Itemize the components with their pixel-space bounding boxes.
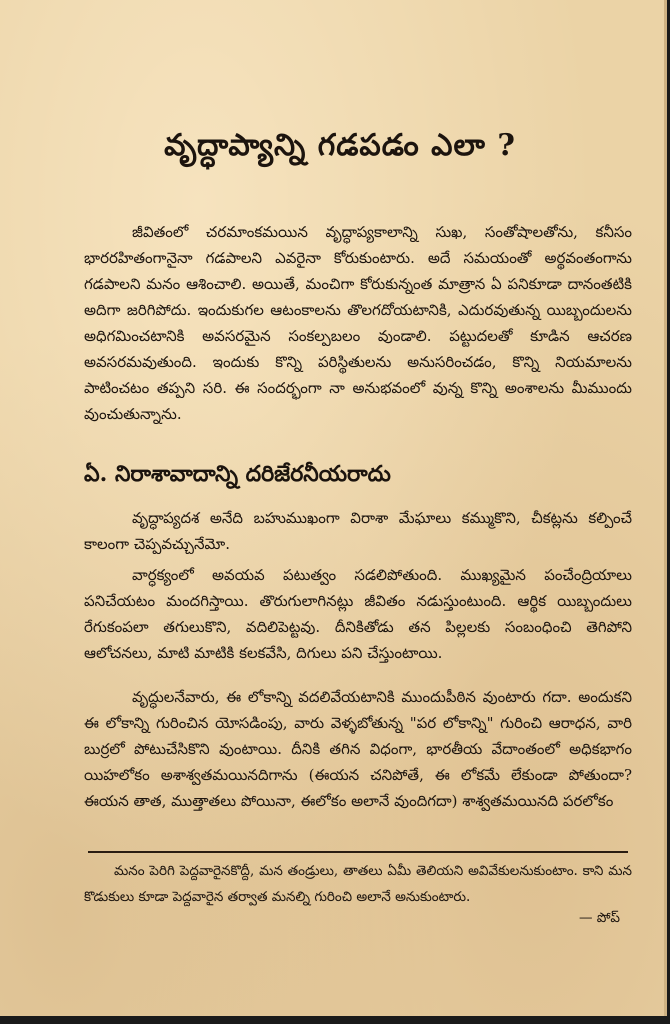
intro-paragraph: జీవితంలో చరమాంకమయిన వృద్ధాప్యకాలాన్ని సుఖ, సంతోషాలతోను, కనీసం భారరహితంగానైనా గడపాలని ఎవరైనా కోరుకుంటారు. అదే సమయంతో అర్థవంతంగాను గడపాలని మనం ఆశించాలి. అయితే, మంచిగా కోరుకున్నంత మాత్రాన ఏ పనికూడా దానంతటికి అదిగా జరిగిపోదు. ఇందుకుగల ఆటంకాలను తొలగదోయటానికి, ఎదురవుతున్న యిబ్బందులను అధిగమించటానికి అవసరమైన సంకల్పబలం వుండాలి. పట్టుదలతో కూడిన ఆచరణ అవసరమవుతుంది. ఇందుకు కొన్ని పరిస్థితులను అనుసరించడం, కొన్ని నియమాలను పాటించటం తప్పని సరి. ఈ సందర్భంగా నా అనుభవంలో వున్న కొన్ని అంశాలను మీముందు వుంచుతున్నాను. xyxy=(84,223,632,423)
body-paragraph-2: వార్ధక్యంలో అవయవ పటుత్వం సడలిపోతుంది. ముఖ్యమైన పంచేంద్రియాలు పనిచేయటం మందగిస్తాయి. తొరుగులాగినట్లు జీవితం నడుస్తుంటుంది. ఆర్థిక యిబ్బందులు రేగుకంపలా తగులుకొని, వదిలిపెట్టవు. దీనికితోడు తన పిల్లలకు సంబంధించి తెగిపోని ఆలోచనలు, మాటి మాటికి కలకవేసి, దిగులు పని చేస్తుంటాయి. xyxy=(84,566,632,662)
footnote-divider xyxy=(88,851,628,853)
section-heading: ఏ. నిరాశావాదాన్ని దరిజేరనీయరాదు xyxy=(84,461,391,487)
body-paragraph-1: వృద్ధాప్యదశ అనేది బహుముఖంగా విరాశా మేఘాలు కమ్ముకొని, చీకట్లను కల్పించే కాలంగా చెప్పవచ్చునేమో. xyxy=(84,509,632,553)
footnote-attribution: — పోప్ xyxy=(579,910,620,926)
body-paragraph-3: వృద్ధులనేవారు, ఈ లోకాన్ని వదలివేయటానికి ముందుపీఠిన వుంటారు గదా. అందుకని ఈ లోకాన్ని గురించిన యోసడింపు, వారు వెళ్ళబోతున్న "పర లోకాన్ని" గురించి ఆరాధన, వారి బుర్రలో పోటుచేసికొని వుంటాయి. దీనికి తగిన విధంగా, భారతీయ వేదాంతంలో అధికభాగం యిహలోకం అశాశ్వతమయినదిగాను (ఈయన చనిపోతే, ఈ లోకమే లేకుండా పోతుందా? ఈయన తాత, ముత్తాతలు పోయినా, ఈలోకం అలానే వుందిగదా) శాశ్వతమయినది పరలోకం xyxy=(84,688,632,810)
page-title: వృద్ధాప్యాన్ని గడపడం ఎలా ? xyxy=(164,128,516,163)
footnote-quote: మనం పెరిగి పెద్దవారైనకొద్దీ, మన తండ్రులు, తాతలు ఏమీ తెలియని అవివేకులనుకుంటాం. కాని మన కొడుకులు కూడా పెద్దవారైన తర్వాత మనల్ని గురించి అలానే అనుకుంటారు. xyxy=(84,863,632,905)
